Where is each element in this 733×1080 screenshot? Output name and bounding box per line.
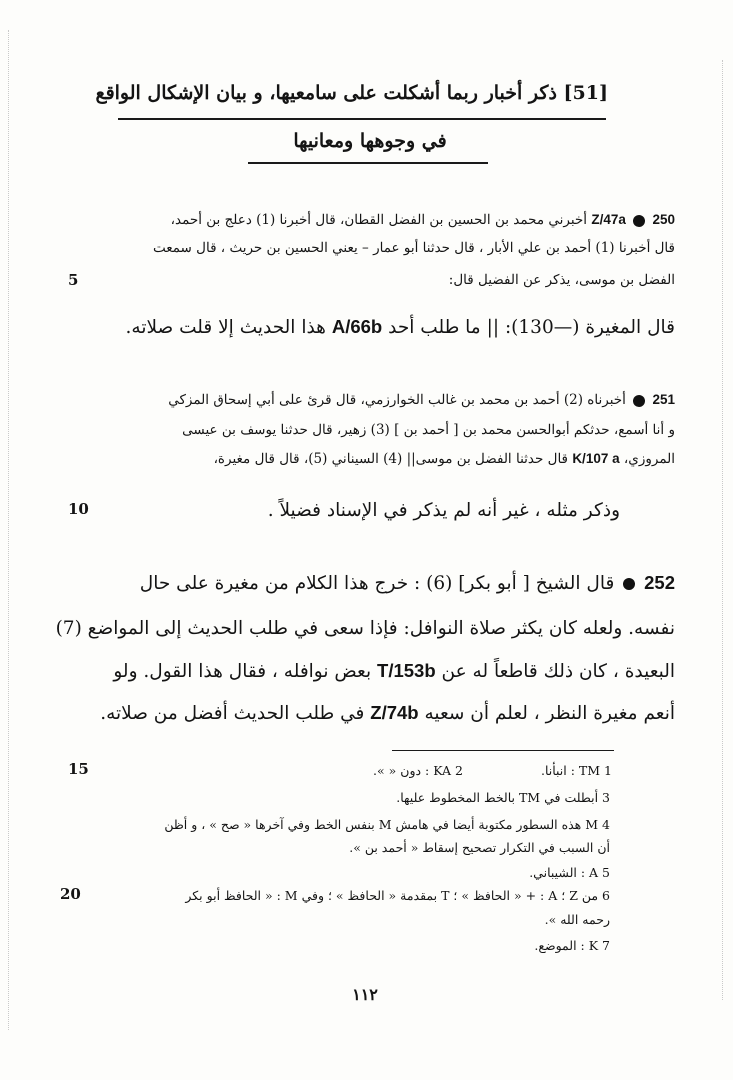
hadith-text: أخبرناه (2) أحمد بن محمد بن غالب الخوارزمي، قال قرئ على أبي إسحاق المزكي (168, 392, 626, 408)
commentary-text: قال الشيخ [ أبو بكر] (6) : خرج هذا الكلام من مغيرة على حال (139, 573, 615, 594)
hadith-text: أخبرني محمد بن الحسين بن الفضل القطان، قال أخبرنا (1) دعلج بن أحمد، (170, 212, 588, 228)
line-number: 5 (68, 271, 79, 289)
hadith-bullet-icon (633, 395, 645, 407)
commentary-252-line-2: نفسه. ولعله كان يكثر صلاة النوافل: فإذا سعى في طلب الحديث إلى المواضع (7) (55, 618, 675, 639)
footnote-separator (392, 750, 614, 751)
manuscript-ref: A/66b (331, 316, 383, 337)
footnote-4-line-2: أن السبب في التكرار تصحيح إسقاط « أحمد بن ». (349, 840, 610, 855)
chapter-subtitle: في وجوهها ومعانيها (293, 130, 447, 152)
hadith-251-matn: وذكر مثله ، غير أنه لم يذكر في الإسناد فضيلاً . (267, 500, 620, 521)
manuscript-ref: K/107 a (572, 451, 620, 466)
footnote-3: 3 أبطلت في TM بالخط المخطوط عليها. (396, 790, 610, 805)
hadith-251-line-1 (95, 392, 675, 408)
line-number: 15 (68, 760, 89, 778)
hadith-number: 250 (652, 212, 675, 227)
chapter-title (95, 82, 608, 104)
hadith-251-line-3: المروزي، K/107 a قال حدثنا الفضل بن موسى|| (4) السيناني (5)، قال قال مغيرة، (213, 451, 675, 467)
hadith-number: 251 (652, 392, 675, 407)
footnote-4-line-1: 4 M هذه السطور مكتوبة أيضا في هامش M بنفس الخط وفي آخرها « صح » ، و أظن (164, 817, 610, 832)
chapter-number: [51] (563, 82, 608, 104)
chapter-title-text: ذكر أخبار ربما أشكلت على سامعيها، و بيان الإشكال الواقع (95, 82, 557, 104)
manuscript-ref: Z/74b (370, 702, 419, 723)
hadith-bullet-icon (623, 578, 635, 590)
commentary-252-line-4: أنعم مغيرة النظر ، لعلم أن سعيه Z/74b في طلب الحديث أفضل من صلاته. (100, 702, 675, 724)
title-underline (118, 118, 606, 120)
scan-edge-mark (722, 60, 723, 1000)
footnote-1-and-2: 1 TM : انبأنا. 2 KA : دون « ». (373, 763, 612, 778)
footnote-7: 7 K : الموضع. (534, 938, 610, 953)
hadith-250-matn: قال المغيرة (—130): || ما طلب أحد A/66b هذا الحديث إلا قلت صلاته. (125, 316, 675, 338)
hadith-250-line-3: الفضل بن موسى، يذكر عن الفضيل قال: (448, 272, 675, 288)
footnote-6-line-2: رحمه الله ». (544, 912, 610, 927)
line-number: 20 (60, 885, 81, 903)
hadith-number: 252 (644, 572, 675, 593)
line-number: 10 (68, 500, 89, 518)
hadith-250-line-2: قال أخبرنا (1) أحمد بن علي الأبار ، قال حدثنا أبو عمار – يعني الحسين بن حريث ، قال سمعت (152, 240, 675, 256)
scan-edge-mark (8, 30, 9, 1030)
footnote-6-line-1: 6 من Z ؛ A : + « الحافظ » ؛ T بمقدمة « الحافظ » ؛ وفي M : « الحافظ أبو بكر (185, 888, 610, 903)
hadith-250-line-1 (95, 212, 675, 228)
page-number: ١١٢ (352, 985, 378, 1004)
manuscript-ref: Z/47a (591, 212, 626, 227)
hadith-bullet-icon (633, 215, 645, 227)
hadith-251-line-2: و أنا أسمع، حدثكم أبوالحسن محمد بن [ أحمد بن ] (3) زهير، قال حدثنا يوسف بن عيسى (182, 422, 675, 438)
commentary-252-line-1 (95, 572, 675, 594)
manuscript-ref: T/153b (377, 660, 436, 681)
footnote-5: 5 A : الشيباني. (529, 865, 610, 880)
commentary-252-line-3: البعيدة ، كان ذلك قاطعاً له عن T/153b بعض نوافله ، فقال هذا القول. ولو (113, 660, 675, 682)
subtitle-underline (248, 162, 488, 164)
